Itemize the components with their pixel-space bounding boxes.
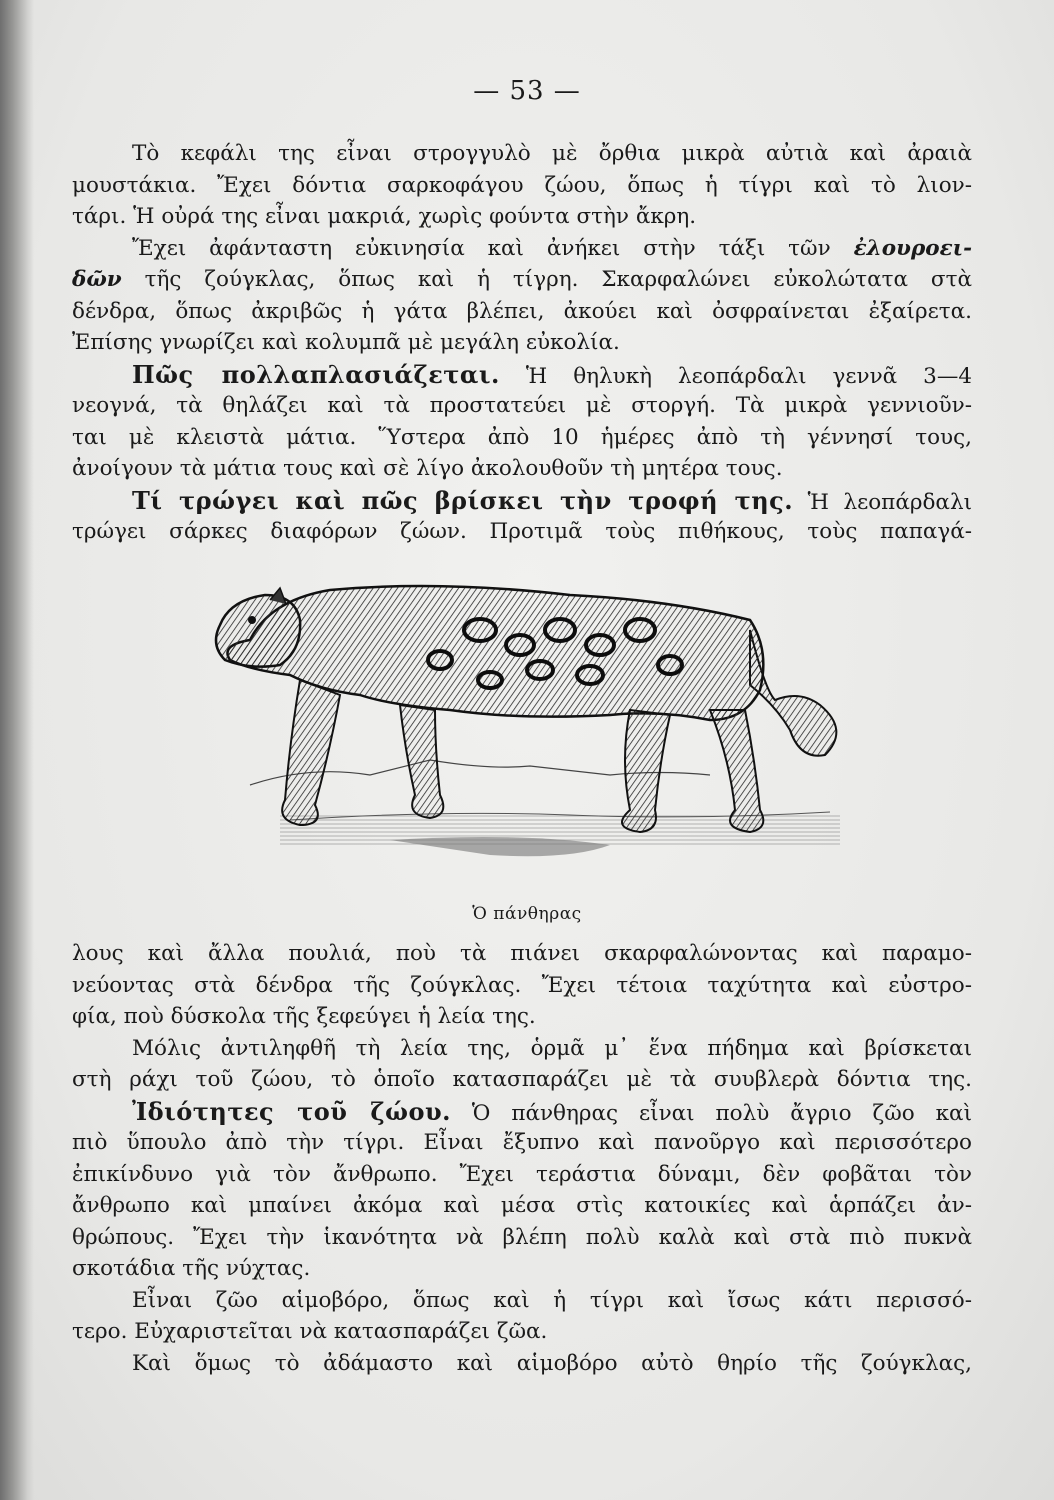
text-line: στὴ ράχι τοῦ ζώου, τὸ ὁποῖο κατασπαράζει μὲ τὰ συυβλερὰ δόντια της. (72, 1067, 972, 1092)
text-line: ἐπικίνδυνο γιὰ τὸν ἄνθρωπο. Ἔχει τεράστια δύναμι, δὲν φοβᾶται τὸν (72, 1161, 972, 1187)
text-line (72, 264, 972, 296)
text-block-bottom (72, 938, 972, 1379)
text-line: ἄνθρωπο καὶ μπαίνει ἀκόμα καὶ μέσα στὶς κατοικίες καὶ ἁρπάζει ἀν- (72, 1193, 972, 1218)
text-span: Ὁ πάνθηρας εἶναι πολὺ ἄγριο ζῶο καὶ (471, 1100, 972, 1126)
text-span: Ἡ θηλυκὴ λεοπάρδαλι γεννᾶ 3—4 (525, 363, 973, 389)
text-line (72, 485, 972, 517)
page-number: — 53 — (473, 76, 581, 106)
text-line: Τὸ κεφάλι της εἶναι στρογγυλὸ μὲ ὄρθια μικρὰ αὐτιὰ καὶ ἀραιὰ (132, 141, 972, 166)
text-line: Ἐπίσης γνωρίζει καὶ κολυμπᾶ μὲ μεγάλη εὐκολία. (72, 330, 620, 355)
book-spine-shadow (0, 0, 34, 1500)
text-line: νεύοντας στὰ δένδρα τῆς ζούγκλας. Ἔχει τέτοια ταχύτητα καὶ εὐστρο- (72, 972, 972, 998)
text-line: δένδρα, ὅπως ἀκριβῶς ἡ γάτα βλέπει, ἀκούει καὶ ὀσφραίνεται ἐξαίρετα. (72, 298, 972, 324)
text-line (72, 1096, 972, 1128)
text-line: πιὸ ὕπουλο ἀπὸ τὴν τίγρι. Εἶναι ἔξυπνο καὶ πανοῦργο καὶ περισσότερο (72, 1130, 972, 1155)
text-line: Μόλις ἀντιληφθῆ τὴ λεία της, ὁρμᾶ μ᾿ ἕνα πήδημα καὶ βρίσκεται (132, 1035, 972, 1061)
text-line (72, 359, 972, 391)
text-line: τρώγει σάρκες διαφόρων ζώων. Προτιμᾶ τοὺς πιθήκους, τοὺς παπαγά- (72, 519, 972, 544)
term-emphasis: ἐλουροει- (853, 235, 973, 261)
text-line: Εἶναι ζῶο αἱμοβόρο, ὅπως καὶ ἡ τίγρι καὶ ἴσως κάτι περισσό- (132, 1287, 972, 1313)
text-line: ἀνοίγουν τὰ μάτια τους καὶ σὲ λίγο ἀκολουθοῦν τὴ μητέρα τους. (72, 456, 783, 481)
text-line: τάρι. Ἡ οὐρά της εἶναι μακριά, χωρὶς φούντα στὴν ἄκρη. (72, 204, 697, 229)
text-line: νεογνά, τὰ θηλάζει καὶ τὰ προστατεύει μὲ στοργή. Τὰ μικρὰ γεννιοῦν- (72, 393, 972, 418)
term-emphasis: δῶν (72, 267, 122, 292)
section-heading: Τί τρώγει καὶ πῶς βρίσκει τὴν τροφή της. (132, 485, 794, 515)
text-line: φία, ποὺ δύσκολα τῆς ξεφεύγει ἡ λεία της. (72, 1004, 536, 1029)
text-line: τερο. Εὐχαριστεῖται νὰ κατασπαράζει ζῶα. (72, 1319, 548, 1344)
text-span: Ἡ λεοπάρδαλι (807, 489, 972, 515)
figure-caption: Ὁ πάνθηρας (472, 904, 582, 924)
text-line: μουστάκια. Ἔχει δόντια σαρκοφάγου ζώου, ὅπως ἡ τίγρι καὶ τὸ λιον- (72, 172, 972, 198)
section-heading: Πῶς πολλαπλασιάζεται. (132, 359, 500, 389)
text-line (72, 233, 972, 265)
text-line: θρώπους. Ἔχει τὴν ἱκανότητα νὰ βλέπη πολὺ καλὰ καὶ στὰ πιὸ πυκνὰ (72, 1224, 972, 1250)
text-span: τῆς ζούγκλας, ὅπως καὶ ἡ τίγρη. Σκαρφαλώνει εὐκολώτατα στὰ (144, 267, 972, 292)
text-line: λους καὶ ἄλλα πουλιά, ποὺ τὰ πιάνει σκαρφαλώνοντας καὶ παραμο- (72, 941, 972, 966)
text-span: Ἔχει ἀφάνταστη εὐκινησία καὶ ἀνήκει στὴν τάξι τῶν (132, 235, 831, 261)
text-line: σκοτάδια τῆς νύχτας. (72, 1256, 311, 1281)
text-block-top (72, 138, 972, 548)
panther-icon (190, 570, 870, 900)
text-line: Καὶ ὅμως τὸ ἀδάμαστο καὶ αἱμοβόρο αὐτὸ θηρίο τῆς ζούγκλας, (132, 1350, 972, 1376)
text-line: ται μὲ κλειστὰ μάτια. Ὕστερα ἀπὸ 10 ἡμέρες ἀπὸ τὴ γέννησί τους, (72, 424, 972, 450)
section-heading: Ἰδιότητες τοῦ ζώου. (132, 1096, 451, 1126)
panther-illustration (190, 570, 870, 900)
